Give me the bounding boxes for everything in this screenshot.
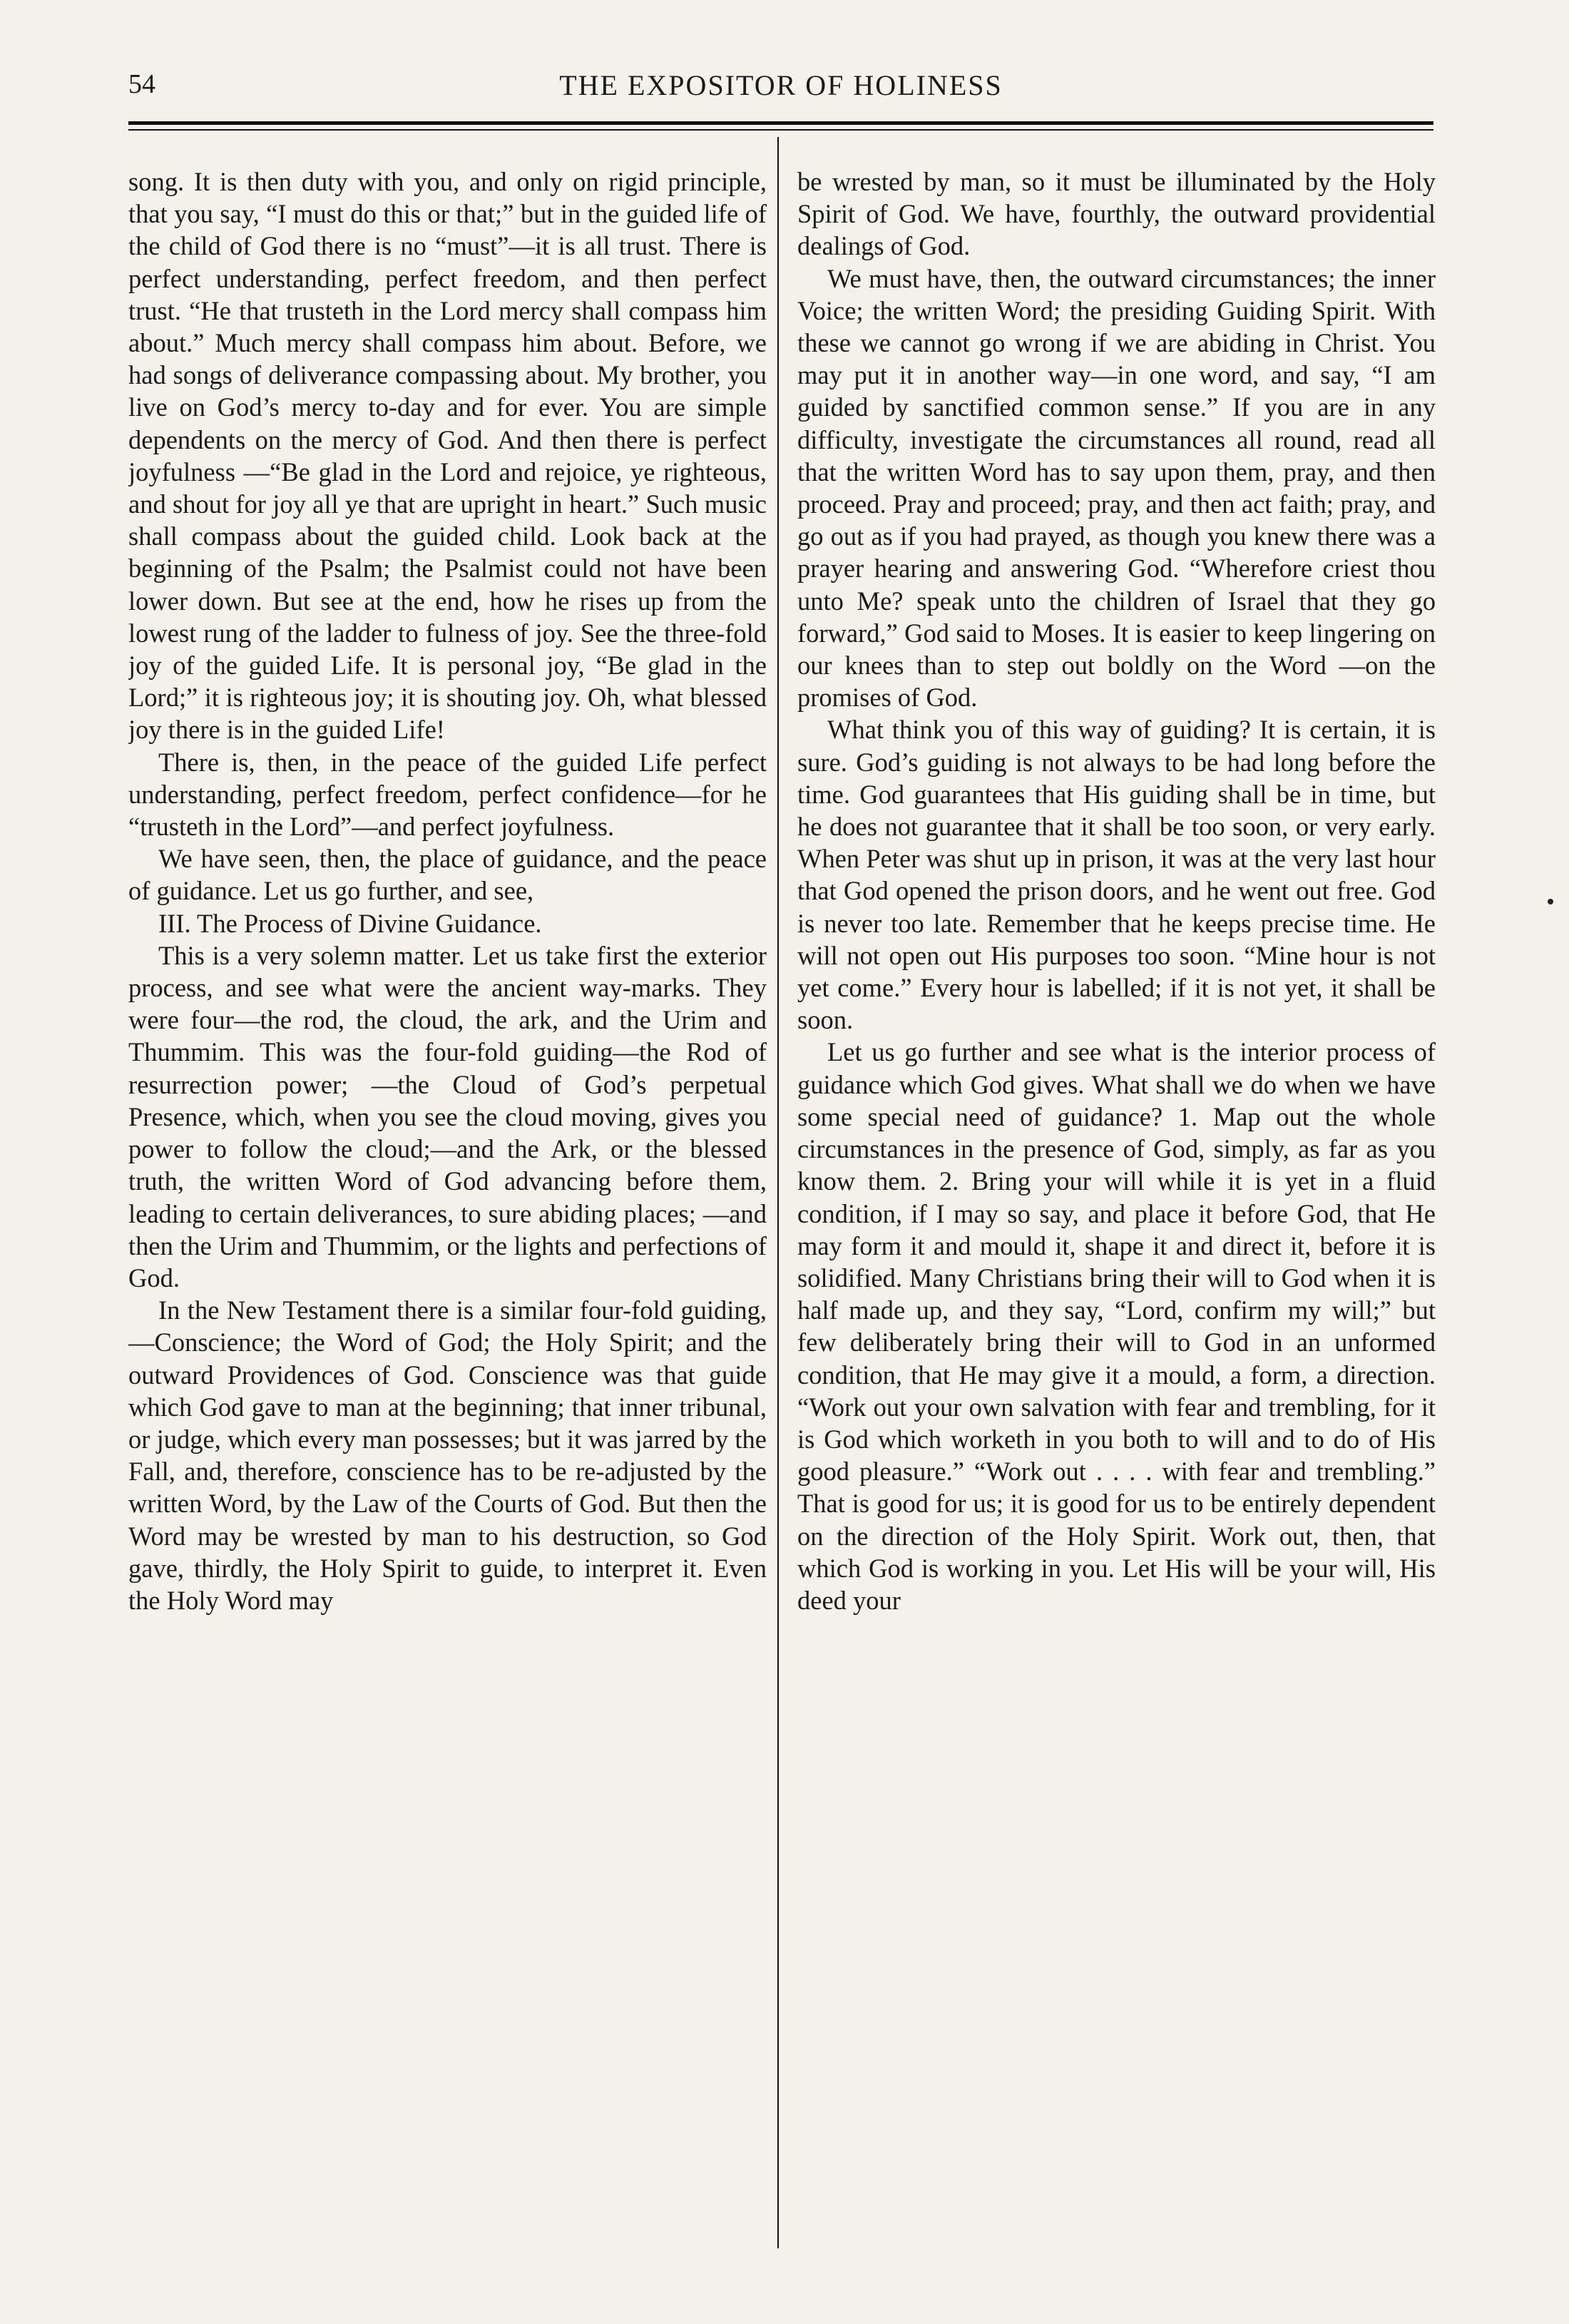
paragraph: What think you of this way of guiding? It is certain, it is sure. God’s guiding is not always to be had long before the time. God guarantees that His guiding shall be in time, but he does not guarantee that it shall be too soon, or very early. When Peter was shut up in prison, it was at the very last hour that God opened the prison doors, and he went out free. God is never too late. Remember that he keeps precise time. He will not open out His purposes too soon. “Mine hour is not yet come.” Every hour is labelled; if it is not yet, it shall be soon. <box>797 715 1436 1035</box>
paragraph: be wrested by man, so it must be illuminated by the Holy Spirit of God. We have, fourthly, the outward providential dealings of God. <box>797 167 1436 261</box>
left-column <box>128 165 767 2248</box>
page-number: 54 <box>128 69 155 99</box>
paragraph: This is a very solemn matter. Let us take first the exterior process, and see what were the ancient way-marks. They were four—the rod, the cloud, the ark, and the Urim and Thummim. This was the four-fold guiding—the Rod of resurrection power; —the Cloud of God’s perpetual Presence, which, when you see the cloud moving, gives you power to follow the cloud;—and the Ark, or the blessed truth, the written Word of God advancing before them, leading to certain deliverances, to sure abiding places; —and then the Urim and Thummim, or the lights and perfections of God. <box>128 940 767 1293</box>
paragraph: We have seen, then, the place of guidance, and the peace of guidance. Let us go further, and see, <box>128 844 767 906</box>
paragraph: song. It is then duty with you, and only on rigid principle, that you say, “I must do this or that;” but in the guided life of the child of God there is no “must”—it is all trust. There is perfect understanding, perfect freedom, and then perfect trust. “He that trusteth in the Lord mercy shall compass him about.” Much mercy shall compass him about. Before, we had songs of deliverance compassing about. My brother, you live on God’s mercy to-day and for ever. You are simple dependents on the mercy of God. And then there is perfect joyfulness —“Be glad in the Lord and rejoice, ye righteous, and shout for joy all ye that are upright in heart.” Such music shall compass about the guided child. Look back at the beginning of the Psalm; the Psalmist could not have been lower down. But see at the end, how he rises up from the lowest rung of the ladder to fulness of joy. See the three-fold joy of the guided Life. It is personal joy, “Be glad in the Lord;” it is righteous joy; it is shouting joy. Oh, what blessed joy there is in the guided Life! <box>128 167 767 745</box>
section-heading: III. The Process of Divine Guidance. <box>158 908 542 938</box>
header-rule-thick <box>128 121 1433 125</box>
page-header <box>128 68 1433 118</box>
column-divider <box>777 137 779 2248</box>
paragraph: We must have, then, the outward circumstances; the inner Voice; the written Word; the presiding Guiding Spirit. With these we cannot go wrong if we are abiding in Christ. You may put it in another way—in one word, and say, “I am guided by sanctified common sense.” If you are in any difficulty, investigate the circumstances all round, read all that the written Word has to say upon them, pray, and then proceed. Pray and proceed; pray, and then act faith; pray, and go out as if you had prayed, as though you knew there was a prayer hearing and answering God. “Wherefore criest thou unto Me? speak unto the children of Israel that they go forward,” God said to Moses. It is easier to keep lingering on our knees than to step out boldly on the Word —on the promises of God. <box>797 263 1436 713</box>
right-column <box>797 165 1436 2248</box>
paragraph: There is, then, in the peace of the guided Life perfect understanding, perfect freedom, perfect confidence—for he “trusteth in the Lord”—and perfect joyfulness. <box>128 747 767 842</box>
paragraph: In the New Testament there is a similar four-fold guiding,—Conscience; the Word of God; the Holy Spirit; and the outward Providences of God. Conscience was that guide which God gave to man at the beginning; that inner tribunal, or judge, which every man possesses; but it was jarred by the Fall, and, therefore, conscience has to be re-adjusted by the written Word, by the Law of the Courts of God. But then the Word may be wrested by man to his destruction, so God gave, thirdly, the Holy Spirit to guide, to interpret it. Even the Holy Word may <box>128 1295 767 1615</box>
paragraph: Let us go further and see what is the interior process of guidance which God gives. What shall we do when we have some special need of guidance? 1. Map out the whole circumstances in the presence of God, simply, as far as you know them. 2. Bring your will while it is yet in a fluid condition, if I may so say, and place it before God, that He may form it and mould it, shape it and direct it, before it is solidified. Many Christians bring their will to God when it is half made up, and they say, “Lord, confirm my will;” but few deliberately bring their will to God in an unformed condition, that He may give it a mould, a form, a direction. “Work out your own salvation with fear and trembling, for it is God which worketh in you both to will and to do of His good pleasure.” “Work out . . . . with fear and trembling.” That is good for us; it is good for us to be entirely dependent on the direction of the Holy Spirit. Work out, then, that which God is working in you. Let His will be your will, His deed your <box>797 1037 1436 1615</box>
running-head: THE EXPOSITOR OF HOLINESS <box>559 69 1003 101</box>
header-rule-thin <box>128 129 1433 131</box>
stray-mark <box>1548 899 1553 904</box>
